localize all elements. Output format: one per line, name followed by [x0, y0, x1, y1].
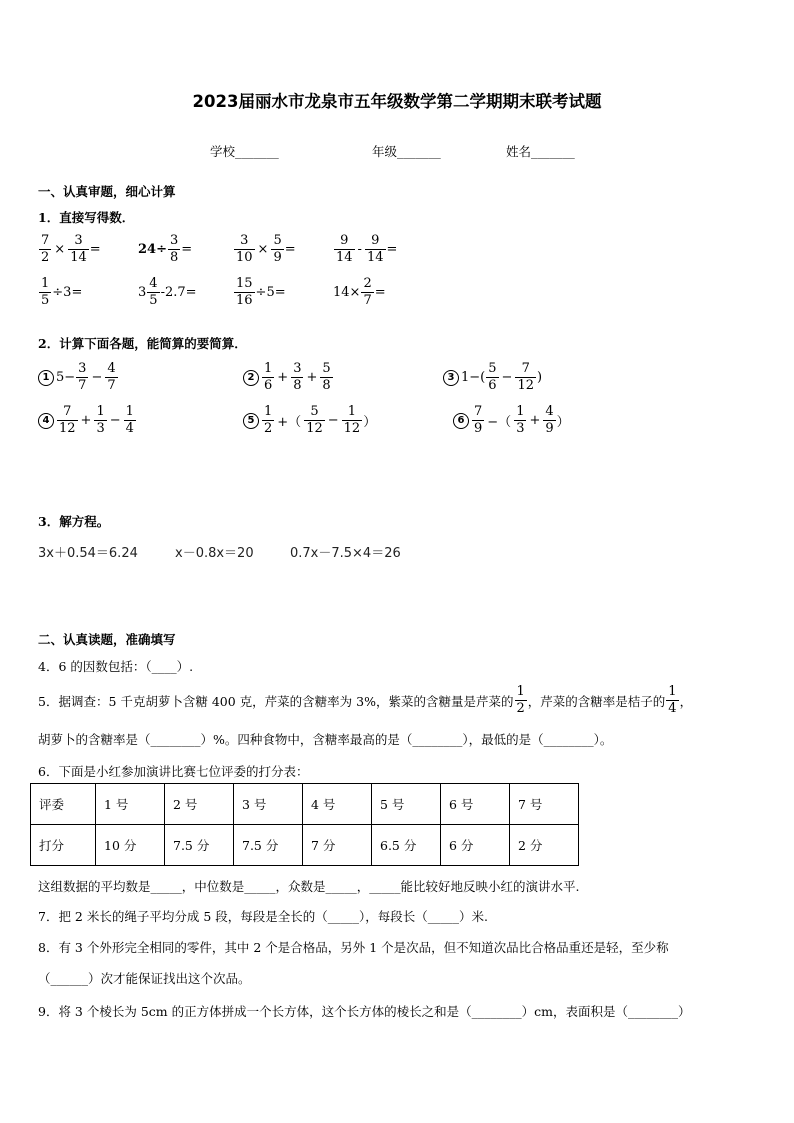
denominator: 5 — [149, 293, 158, 308]
table-cell: 7 号 — [510, 784, 579, 825]
expr-text: 24÷ — [138, 242, 167, 257]
numerator: 4 — [107, 361, 116, 376]
denominator: 2 — [264, 421, 273, 436]
expression — [233, 276, 286, 309]
numerator: 7 — [41, 233, 50, 248]
denominator: 8 — [293, 378, 302, 393]
numerator: 2 — [363, 276, 372, 291]
equation-2: x－0.8x＝20 — [175, 546, 254, 561]
denominator: 9 — [545, 421, 554, 436]
denominator: 16 — [236, 293, 253, 308]
table-cell: 2 号 — [165, 784, 234, 825]
numerator: 1 — [264, 361, 273, 376]
denominator: 3 — [516, 421, 525, 436]
operator: × — [54, 242, 66, 257]
expr-text: ） — [363, 415, 377, 430]
denominator: 14 — [366, 250, 384, 265]
table-cell: 2 分 — [510, 825, 579, 866]
question-9: 9．将 3 个棱长为 5cm 的正方体拼成一个长方体，这个长方体的棱长之和是（________）cm，表面积是（________） — [38, 1004, 691, 1019]
denominator: 9 — [474, 421, 483, 436]
operator: + — [277, 370, 289, 385]
numerator: 3 — [293, 361, 302, 376]
numerator: 15 — [236, 276, 253, 291]
section-2-heading: 二、认真读题，准确填写 — [38, 632, 176, 647]
item-number: 2 — [243, 370, 259, 386]
item-number: 5 — [243, 413, 259, 429]
expr-text: ÷5= — [255, 285, 286, 300]
table-row — [31, 825, 579, 866]
operator: + — [306, 370, 318, 385]
numerator: 1 — [264, 404, 273, 419]
numerator: 9 — [371, 233, 380, 248]
fraction — [543, 404, 555, 437]
question-5-text-a: 5．据调查：5 千克胡萝卜含糖 400 克，芹菜的含糖率为 3%，紫菜的含糖量是芹菜的 — [38, 693, 514, 709]
expr-text: ÷3= — [52, 285, 83, 300]
scores-table — [30, 783, 579, 866]
fraction — [76, 361, 88, 394]
fraction — [168, 233, 180, 266]
table-cell: 6.5 分 — [372, 825, 441, 866]
item-number: 1 — [38, 370, 54, 386]
expr-text: -2.7= — [160, 285, 197, 300]
denominator: 7 — [107, 378, 116, 393]
expr-text: ) — [536, 370, 543, 385]
numerator: 1 — [125, 404, 134, 419]
table-cell: 7.5 分 — [165, 825, 234, 866]
fraction — [105, 361, 117, 394]
question-5-line-1 — [38, 684, 692, 717]
table-cell: 评委 — [31, 784, 96, 825]
expr-text: = — [89, 242, 101, 257]
numerator: 1 — [96, 404, 105, 419]
expr-text: = — [386, 242, 398, 257]
table-cell: 4 号 — [303, 784, 372, 825]
numerator: 7 — [521, 361, 530, 376]
section-1-heading: 一、认真审题，细心计算 — [38, 184, 176, 199]
calc-item — [243, 404, 376, 437]
numerator: 5 — [310, 404, 319, 419]
operator: +（ — [277, 415, 302, 430]
numerator: 5 — [273, 233, 282, 248]
table-cell: 5 号 — [372, 784, 441, 825]
numerator: 7 — [474, 404, 483, 419]
expression — [138, 276, 197, 309]
denominator: 7 — [78, 378, 87, 393]
operator: − — [501, 370, 513, 385]
question-3-label: 3．解方程。 — [38, 514, 110, 529]
question-1-label: 1．直接写得数． — [38, 210, 135, 225]
denominator: 6 — [488, 378, 497, 393]
expr-text: = — [181, 242, 193, 257]
expr-text: 14× — [333, 285, 361, 300]
denominator: 8 — [169, 250, 179, 265]
expression — [38, 276, 82, 309]
table-cell: 打分 — [31, 825, 96, 866]
expression — [333, 276, 386, 309]
fraction — [361, 276, 373, 309]
equation-3: 0.7x－7.5×4＝26 — [290, 546, 401, 561]
calc-item — [38, 361, 119, 394]
page-title: 2023届丽水市龙泉市五年级数学第二学期期末联考试题 — [192, 92, 602, 111]
numerator: 1 — [516, 404, 525, 419]
fraction — [514, 404, 526, 437]
question-5-text-c: ， — [679, 693, 693, 709]
denominator: 12 — [306, 421, 323, 436]
table-cell: 7.5 分 — [234, 825, 303, 866]
operator: × — [257, 242, 269, 257]
denominator: 7 — [363, 293, 372, 308]
denominator: 5 — [41, 293, 50, 308]
denominator: 8 — [322, 378, 331, 393]
numerator: 4 — [149, 276, 158, 291]
numerator: 1 — [347, 404, 357, 419]
fraction — [234, 276, 255, 309]
fraction — [39, 276, 51, 309]
calc-item — [38, 404, 137, 437]
fraction — [291, 361, 303, 394]
operator: - — [357, 242, 362, 257]
numerator: 3 — [78, 361, 87, 376]
numerator: 1 — [41, 276, 50, 291]
item-number: 4 — [38, 413, 54, 429]
question-5-text-b: ，芹菜的含糖率是桔子的 — [527, 693, 666, 709]
operator: − — [109, 413, 121, 428]
question-6-label: 6．下面是小红参加演讲比赛七位评委的打分表： — [38, 764, 309, 779]
denominator: 12 — [517, 378, 534, 393]
fraction — [271, 233, 283, 266]
denominator: 9 — [273, 250, 282, 265]
expr-text: 1−( — [461, 370, 486, 385]
question-2-label: 2．计算下面各题，能简算的要简算． — [38, 336, 247, 351]
item-number: 6 — [453, 413, 469, 429]
expr-text: = — [284, 242, 296, 257]
fraction — [342, 404, 363, 437]
denominator: 14 — [70, 250, 87, 265]
operator: − — [327, 413, 339, 428]
operator: −（ — [487, 415, 512, 430]
table-cell: 10 分 — [96, 825, 165, 866]
denominator: 14 — [336, 250, 353, 265]
question-6-fill-in: 这组数据的平均数是_____，中位数是_____，众数是_____，_____能比较好地反映小红的演讲水平. — [38, 879, 580, 894]
denominator: 3 — [96, 421, 105, 436]
question-8-line-2: （______）次才能保证找出这个次品。 — [38, 971, 251, 986]
fraction — [304, 404, 325, 437]
expr-text: 3 — [138, 285, 147, 300]
numerator: 3 — [169, 233, 179, 248]
calc-item — [243, 361, 334, 394]
numerator: 5 — [322, 361, 331, 376]
fraction — [262, 361, 274, 394]
fraction — [94, 404, 106, 437]
expression — [138, 233, 192, 266]
fraction — [234, 233, 255, 266]
fraction — [472, 404, 484, 437]
numerator: 3 — [74, 233, 83, 248]
calc-item — [443, 361, 542, 394]
fraction — [57, 404, 78, 437]
expression — [38, 233, 101, 266]
numerator: 7 — [63, 404, 72, 419]
expr-text: ） — [556, 415, 570, 430]
table-cell: 6 号 — [441, 784, 510, 825]
grade-field: 年级_______ — [372, 144, 441, 159]
denominator: 6 — [264, 378, 273, 393]
fraction: $\frac{1}{2}$ — [516, 684, 525, 716]
denominator: 12 — [59, 421, 76, 436]
numerator: 9 — [340, 233, 349, 248]
fraction — [68, 233, 89, 266]
table-cell: 3 号 — [234, 784, 303, 825]
fraction: $\frac{1}{4}$ — [668, 684, 677, 716]
fraction — [486, 361, 498, 394]
school-field: 学校_______ — [210, 144, 279, 159]
fraction — [147, 276, 159, 309]
fraction — [320, 361, 332, 394]
fraction — [124, 404, 136, 437]
denominator: 12 — [343, 421, 361, 436]
numerator: 4 — [545, 404, 554, 419]
question-5-line-2: 胡萝卜的含糖率是（________）%。四种食物中，含糖率最高的是（________），最低的是（________）。 — [38, 732, 613, 747]
operator: + — [529, 413, 541, 428]
name-field: 姓名_______ — [506, 144, 575, 159]
fraction — [334, 233, 355, 266]
table-cell: 1 号 — [96, 784, 165, 825]
numerator: 3 — [240, 233, 249, 248]
item-number: 3 — [443, 370, 459, 386]
table-cell: 6 分 — [441, 825, 510, 866]
expression — [233, 233, 296, 266]
operator: + — [80, 413, 92, 428]
question-7: 7．把 2 米长的绳子平均分成 5 段，每段是全长的（_____），每段长（_____）米. — [38, 909, 488, 924]
question-4: 4．6 的因数包括：（____）. — [38, 659, 194, 674]
denominator: 4 — [125, 421, 134, 436]
fraction — [262, 404, 274, 437]
question-8-line-1: 8．有 3 个外形完全相同的零件，其中 2 个是合格品，另外 1 个是次品，但不知道次品比合格品重还是轻，至少称 — [38, 940, 669, 955]
equation-1: 3x＋0.54＝6.24 — [38, 546, 138, 561]
expression — [333, 233, 397, 266]
table-cell: 7 分 — [303, 825, 372, 866]
calc-item — [453, 404, 570, 437]
denominator: 10 — [236, 250, 253, 265]
operator: − — [91, 370, 103, 385]
denominator: 2 — [41, 250, 50, 265]
numerator: 5 — [488, 361, 497, 376]
fraction — [365, 233, 386, 266]
expr-text: 5− — [56, 370, 76, 385]
table-row — [31, 784, 579, 825]
expr-text: = — [374, 285, 386, 300]
fraction — [515, 361, 536, 394]
fraction — [39, 233, 51, 266]
